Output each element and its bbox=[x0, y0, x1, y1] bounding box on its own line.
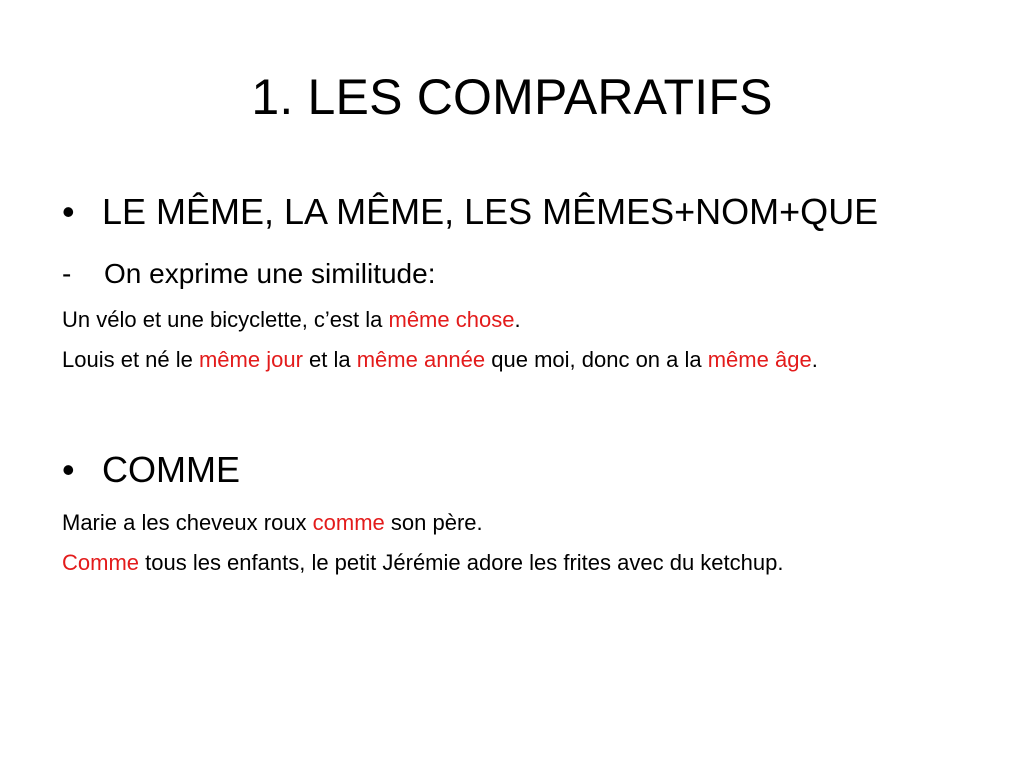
example-marie bbox=[62, 508, 1012, 538]
heading-meme-text: LE MÊME, LA MÊME, LES MÊMES+NOM+QUE bbox=[102, 191, 879, 232]
example-text: tous les enfants, le petit Jérémie adore les frites avec du ketchup. bbox=[139, 550, 784, 575]
example-velo bbox=[62, 305, 1012, 335]
example-text: Un vélo et une bicyclette, c’est la bbox=[62, 307, 389, 332]
example-louis bbox=[62, 345, 1012, 375]
example-text: que moi, donc on a la bbox=[485, 347, 708, 372]
bullet-heading-comme bbox=[62, 448, 1002, 492]
heading-comme-text: COMME bbox=[102, 449, 240, 490]
dash-icon: - bbox=[62, 258, 72, 289]
subheading-similitude bbox=[62, 256, 1002, 292]
bullet-icon: • bbox=[62, 449, 75, 490]
example-text: Marie a les cheveux roux bbox=[62, 510, 313, 535]
highlight-text: même chose bbox=[388, 307, 515, 332]
subheading-text: On exprime une similitude: bbox=[104, 258, 436, 289]
highlight-text: même âge bbox=[707, 347, 812, 372]
slide-title: 1. LES COMPARATIFS bbox=[251, 69, 773, 125]
highlight-text: même année bbox=[356, 347, 486, 372]
example-jeremie bbox=[62, 548, 1012, 578]
highlight-text: même jour bbox=[198, 347, 303, 372]
example-text: son père. bbox=[384, 510, 483, 535]
bullet-heading-meme bbox=[62, 190, 1002, 234]
example-text: . bbox=[514, 307, 521, 332]
example-text: Louis et né le bbox=[62, 347, 199, 372]
highlight-text: Comme bbox=[62, 550, 140, 575]
bullet-icon: • bbox=[62, 191, 75, 232]
example-text: et la bbox=[302, 347, 357, 372]
highlight-text: comme bbox=[312, 510, 385, 535]
example-text: . bbox=[811, 347, 818, 372]
